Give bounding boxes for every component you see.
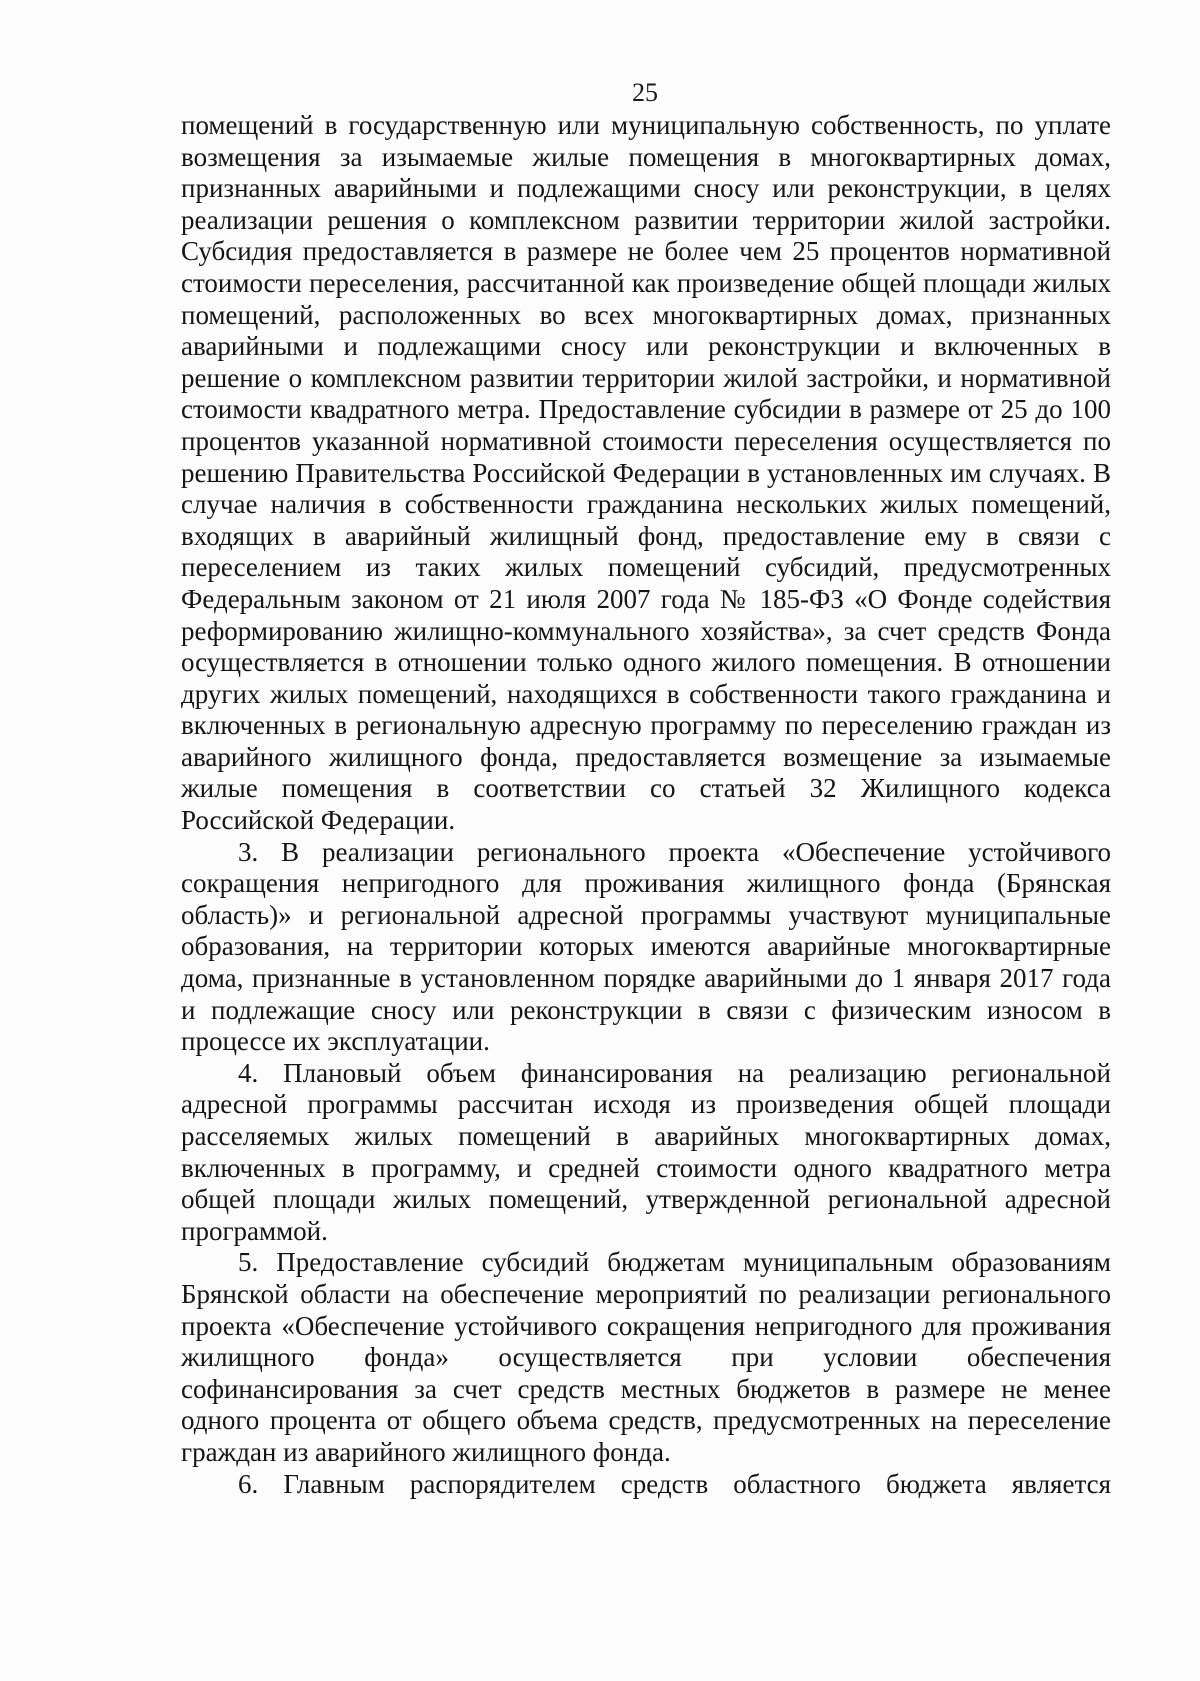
paragraph-3: 3. В реализации регионального проекта «Обеспечение устойчивого сокращения непригодного для проживания жилищного фонда (Брянская область)» и региональной адресной программы участвуют муниципальные образования, на территории которых имеются аварийные многоквартирные дома, признанные в установленном порядке аварийными до 1 января 2017 года и подлежащие сносу или реконструкции в связи с физическим износом в процессе их эксплуатации.: [181, 836, 1111, 1057]
paragraph-5: 5. Предоставление субсидий бюджетам муниципальным образованиям Брянской области на обеспечение мероприятий по реализации регионального проекта «Обеспечение устойчивого сокращения непригодного для проживания жилищного фонда» осуществляется при условии обеспечения софинансирования за счет средств местных бюджетов в размере не менее одного процента от общего объема средств, предусмотренных на переселение граждан из аварийного жилищного фонда.: [181, 1247, 1111, 1467]
paragraph-continuation: помещений в государственную или муниципальную собственность, по уплате возмещения за изымаемые жилые помещения в многоквартирных домах, признанных аварийными и подлежащими сносу или реконструкции, в целях реализации решения о комплексном развитии территории жилой застройки. Субсидия предоставляется в размере не более чем 25 процентов нормативной стоимости переселения, рассчитанной как произведение общей площади жилых помещений, расположенных во всех многоквартирных домах, признанных аварийными и подлежащими сносу или реконструкции и включенных в решение о комплексном развитии территории жилой застройки, и нормативной стоимости квадратного метра. Предоставление субсидии в размере от 25 до 100 процентов указанной нормативной стоимости переселения осуществляется по решению Правительства Российской Федерации в установленных им случаях. В случае наличия в собственности гражданина нескольких жилых помещений, входящих в аварийный жилищный фонд, предоставление ему в связи с переселением из таких жилых помещений субсидий, предусмотренных Федеральным законом от 21 июля 2007 года № 185-ФЗ «О Фонде содействия реформированию жилищно-коммунального хозяйства», за счет средств Фонда осуществляется в отношении только одного жилого помещения. В отношении других жилых помещений, находящихся в собственности такого гражданина и включенных в региональную адресную программу по переселению граждан из аварийного жилищного фонда, предоставляется возмещение за изымаемые жилые помещения в соответствии со статьей 32 Жилищного кодекса Российской Федерации.: [181, 110, 1111, 836]
document-body: [181, 110, 1111, 1500]
paragraph-4: 4. Плановый объем финансирования на реализацию региональной адресной программы рассчитан исходя из произведения общей площади расселяемых жилых помещений в аварийных многоквартирных домах, включенных в программу, и средней стоимости одного квадратного метра общей площади жилых помещений, утвержденной региональной адресной программой.: [181, 1057, 1111, 1246]
page-number: 25: [632, 78, 658, 107]
paragraph-6: 6. Главным распорядителем средств областного бюджета является: [238, 1468, 1111, 1499]
